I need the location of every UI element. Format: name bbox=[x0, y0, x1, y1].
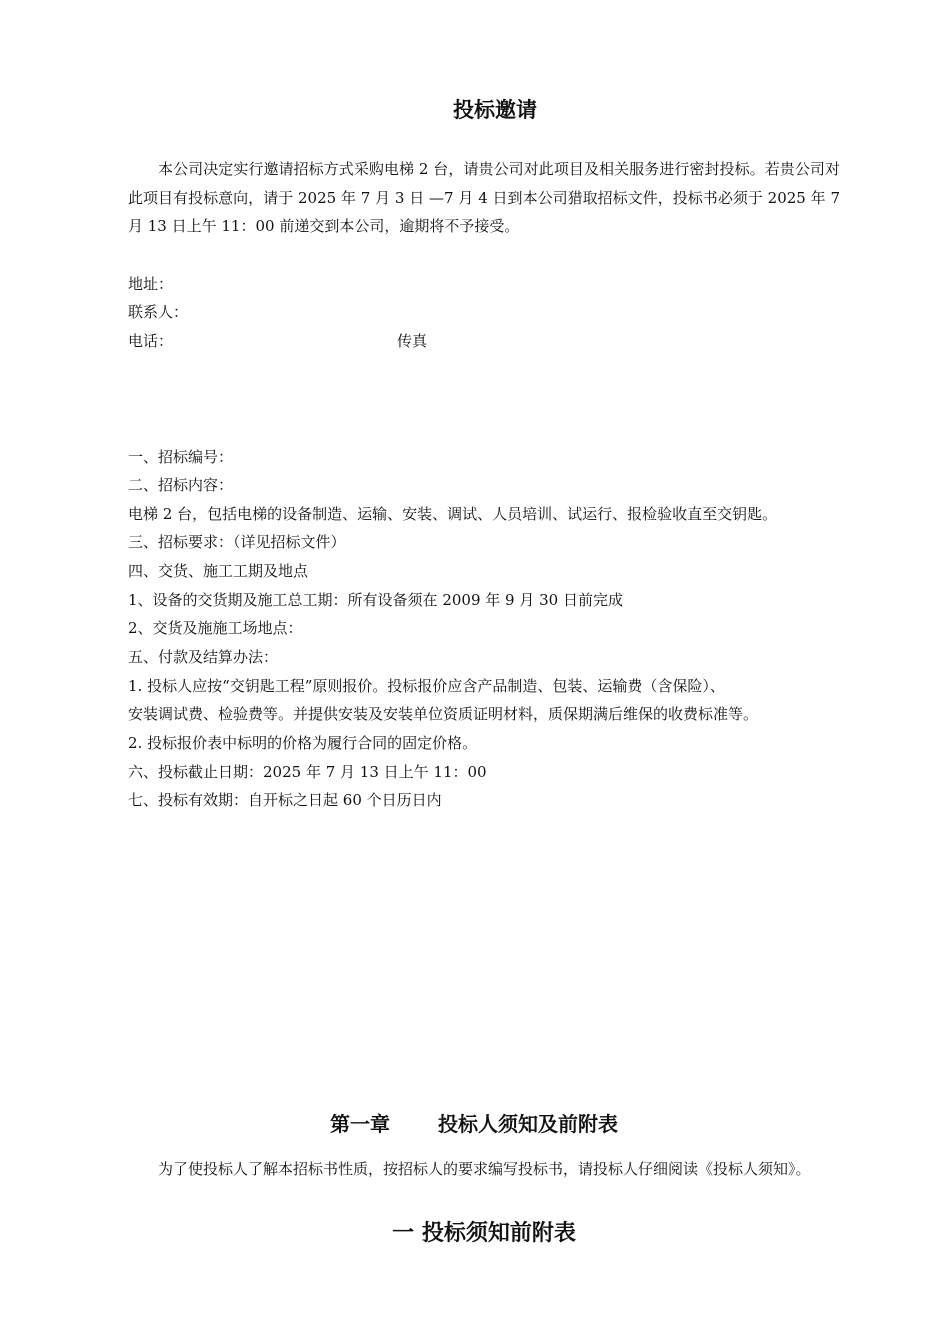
list-item: 五、付款及结算办法： bbox=[128, 648, 279, 666]
chapter-intro: 为了使投标人了解本招标书性质，按招标人的要求编写投标书，请投标人仔细阅读《投标人须知》。 bbox=[158, 1160, 811, 1178]
section-title: 一 投标须知前附表 bbox=[392, 1221, 576, 1246]
chapter-title: 投标人须知及前附表 bbox=[438, 1112, 618, 1136]
list-item: 二、招标内容： bbox=[128, 476, 234, 494]
contact-label: 联系人： bbox=[128, 303, 189, 321]
list-item: 七、投标有效期：自开标之日起 60 个日历日内 bbox=[128, 791, 442, 809]
phone-label: 电话： bbox=[128, 332, 174, 350]
chapter-number: 第一章 bbox=[330, 1112, 390, 1136]
invitation-title: 投标邀请 bbox=[453, 98, 537, 122]
list-item: 电梯 2 台，包括电梯的设备制造、运输、安装、调试、人员培训、试运行、报检验收直至交钥匙。 bbox=[128, 505, 778, 523]
list-item: 2、交货及施施工场地点： bbox=[128, 619, 303, 637]
list-item: 2. 投标报价表中标明的价格为履行合同的固定价格。 bbox=[128, 734, 478, 752]
list-item: 1. 投标人应按“交钥匙工程”原则报价。投标报价应含产品制造、包装、运输费（含保险）、 bbox=[128, 677, 725, 695]
fax-label: 传真 bbox=[397, 332, 428, 350]
list-item: 三、招标要求：（详见招标文件） bbox=[128, 533, 346, 551]
list-item: 安装调试费、检验费等。并提供安装及安装单位资质证明材料，质保期满后维保的收费标准等。 bbox=[128, 705, 759, 723]
address-label: 地址： bbox=[128, 275, 174, 293]
invitation-intro: 本公司决定实行邀请招标方式采购电梯 2 台，请贵公司对此项目及相关服务进行密封投标。若贵公司对此项目有投标意向，请于 2025 年 7 月 3 日 —7 月 4 日到本公司猎取招标文件，投标书必须于 2025 年 7 月 13 日上午 11：00 前递交到本公司，逾期将不予接受。 bbox=[128, 160, 840, 235]
list-item: 六、投标截止日期：2025 年 7 月 13 日上午 11：00 bbox=[128, 763, 487, 781]
list-item: 1、设备的交货期及施工总工期：所有设备须在 2009 年 9 月 30 日前完成 bbox=[128, 591, 623, 609]
list-item: 一、招标编号： bbox=[128, 448, 234, 466]
list-item: 四、交货、施工工期及地点 bbox=[128, 562, 309, 580]
